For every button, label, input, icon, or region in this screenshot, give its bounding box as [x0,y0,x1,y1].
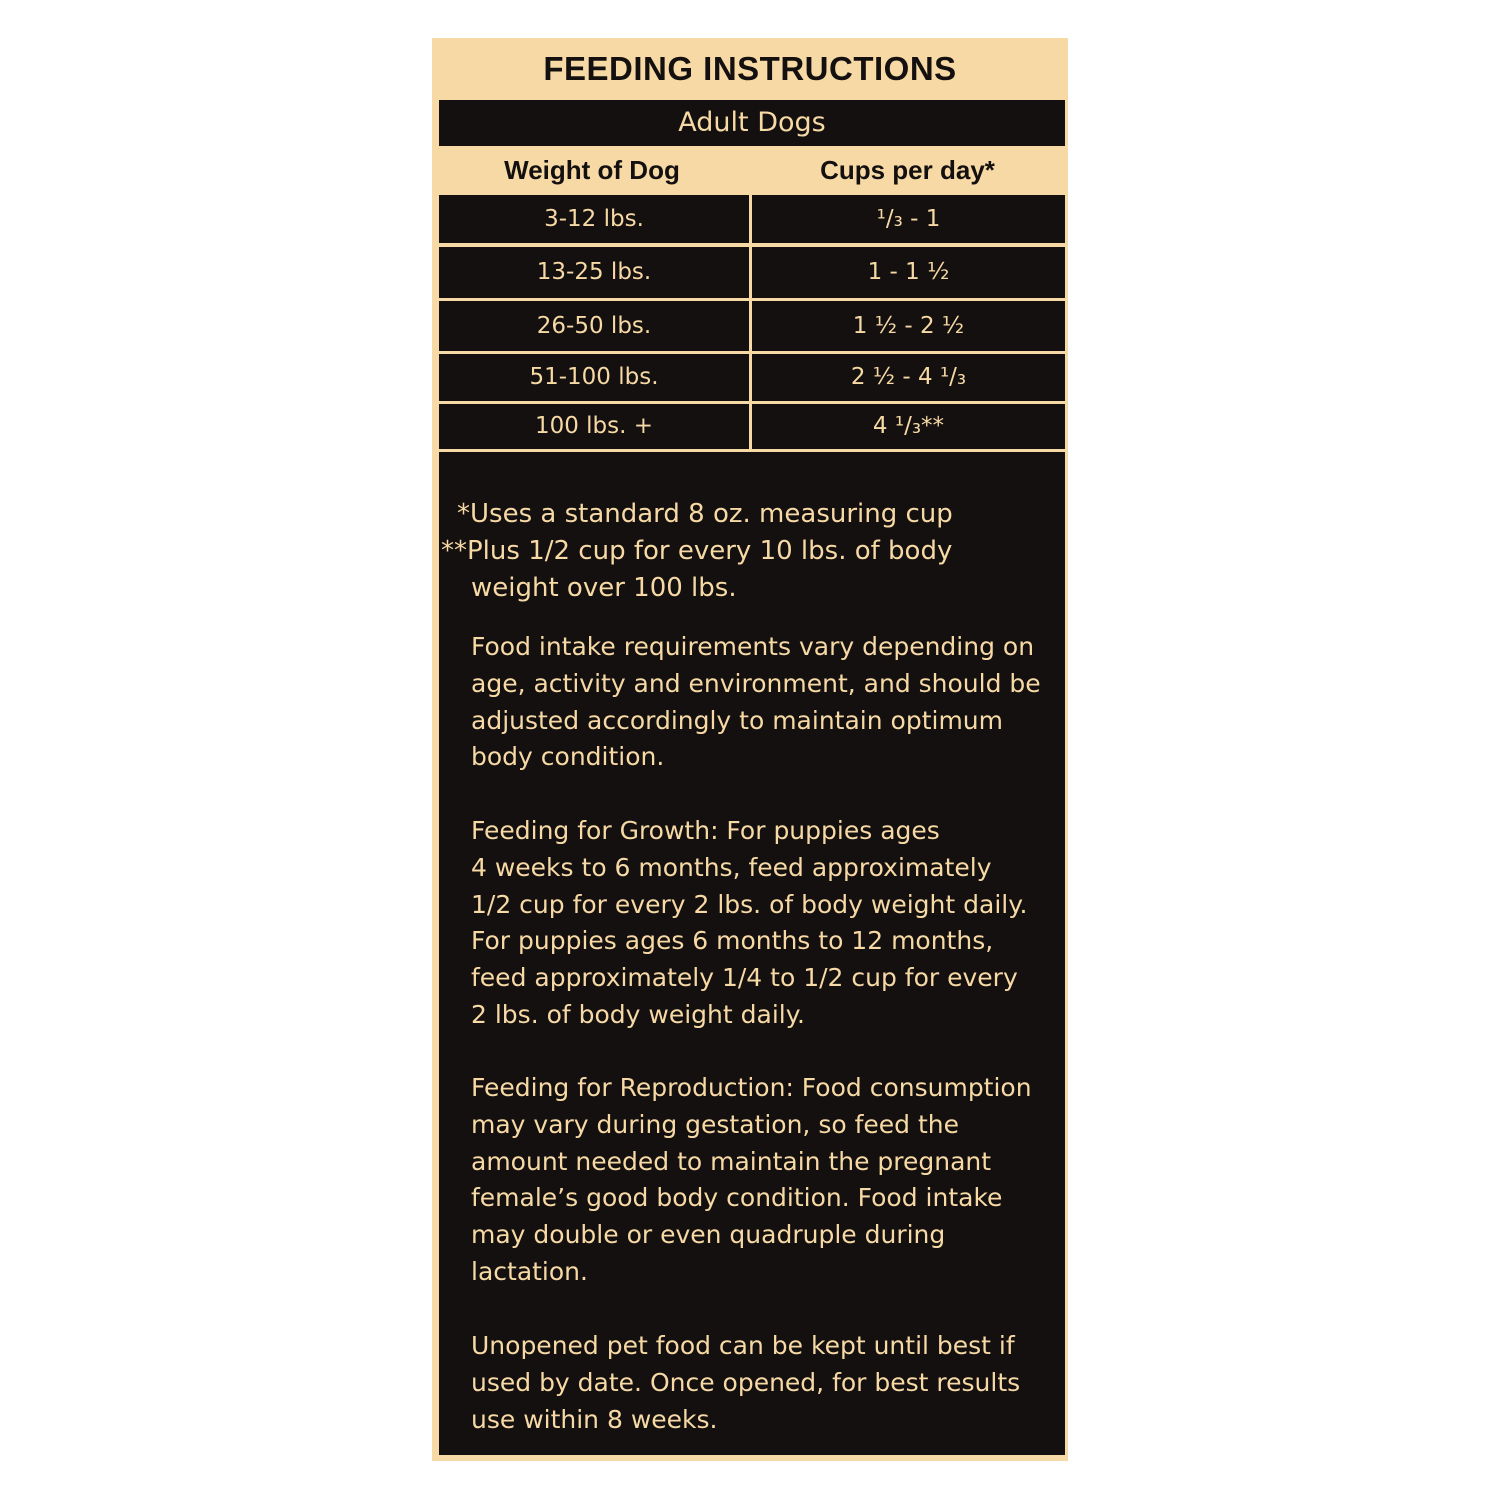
footnote-extra-cup: **Plus 1/2 cup for every 10 lbs. of body [441,536,953,566]
feeding-instructions-label [432,38,1068,1461]
footnote-measuring-cup: *Uses a standard 8 oz. measuring cup [457,499,953,529]
table-section-heading: Adult Dogs [439,100,1065,146]
paragraph-intake-requirements: Food intake requirements vary depending on age, activity and environment, and should be adjusted accordingly to maintain optimum body condition. [471,632,1041,772]
table-cell-cups: 4 ¹/₃** [752,404,1065,449]
paragraph-storage: Unopened pet food can be kept until best if used by date. Once opened, for best results use within 8 weeks. [471,1331,1021,1434]
table-cell-weight: 26-50 lbs. [439,301,749,351]
table-cell-cups: ¹/₃ - 1 [752,195,1065,243]
column-header-weight: Weight of Dog [504,155,680,185]
table-cell-cups: 2 ½ - 4 ¹/₃ [752,354,1065,401]
table-cell-weight: 13-25 lbs. [439,247,749,298]
table-cell-cups: 1 - 1 ½ [752,247,1065,298]
paragraph-feeding-for-growth: Feeding for Growth: For puppies ages 4 weeks to 6 months, feed approximately 1/2 cup for every 2 lbs. of body weight daily. For puppies ages 6 months to 12 months, feed approximately 1/4 to 1/2 cup for every 2 lbs. of body weight daily. [471,816,1028,1029]
instructions-body [439,452,1065,1455]
table-cell-weight: 100 lbs. + [439,404,749,449]
paragraph-feeding-for-reproduction: Feeding for Reproduction: Food consumption may vary during gestation, so feed the amount needed to maintain the pregnant female’s good body condition. Food intake may double or even quadruple during lactation. [471,1073,1032,1286]
table-cell-cups: 1 ½ - 2 ½ [752,301,1065,351]
label-title: FEEDING INSTRUCTIONS [543,50,957,87]
table-cell-weight: 51-100 lbs. [439,354,749,401]
footnote-extra-cup-continued: weight over 100 lbs. [471,573,737,603]
column-header-cups: Cups per day* [820,155,995,185]
table-cell-weight: 3-12 lbs. [439,195,749,243]
